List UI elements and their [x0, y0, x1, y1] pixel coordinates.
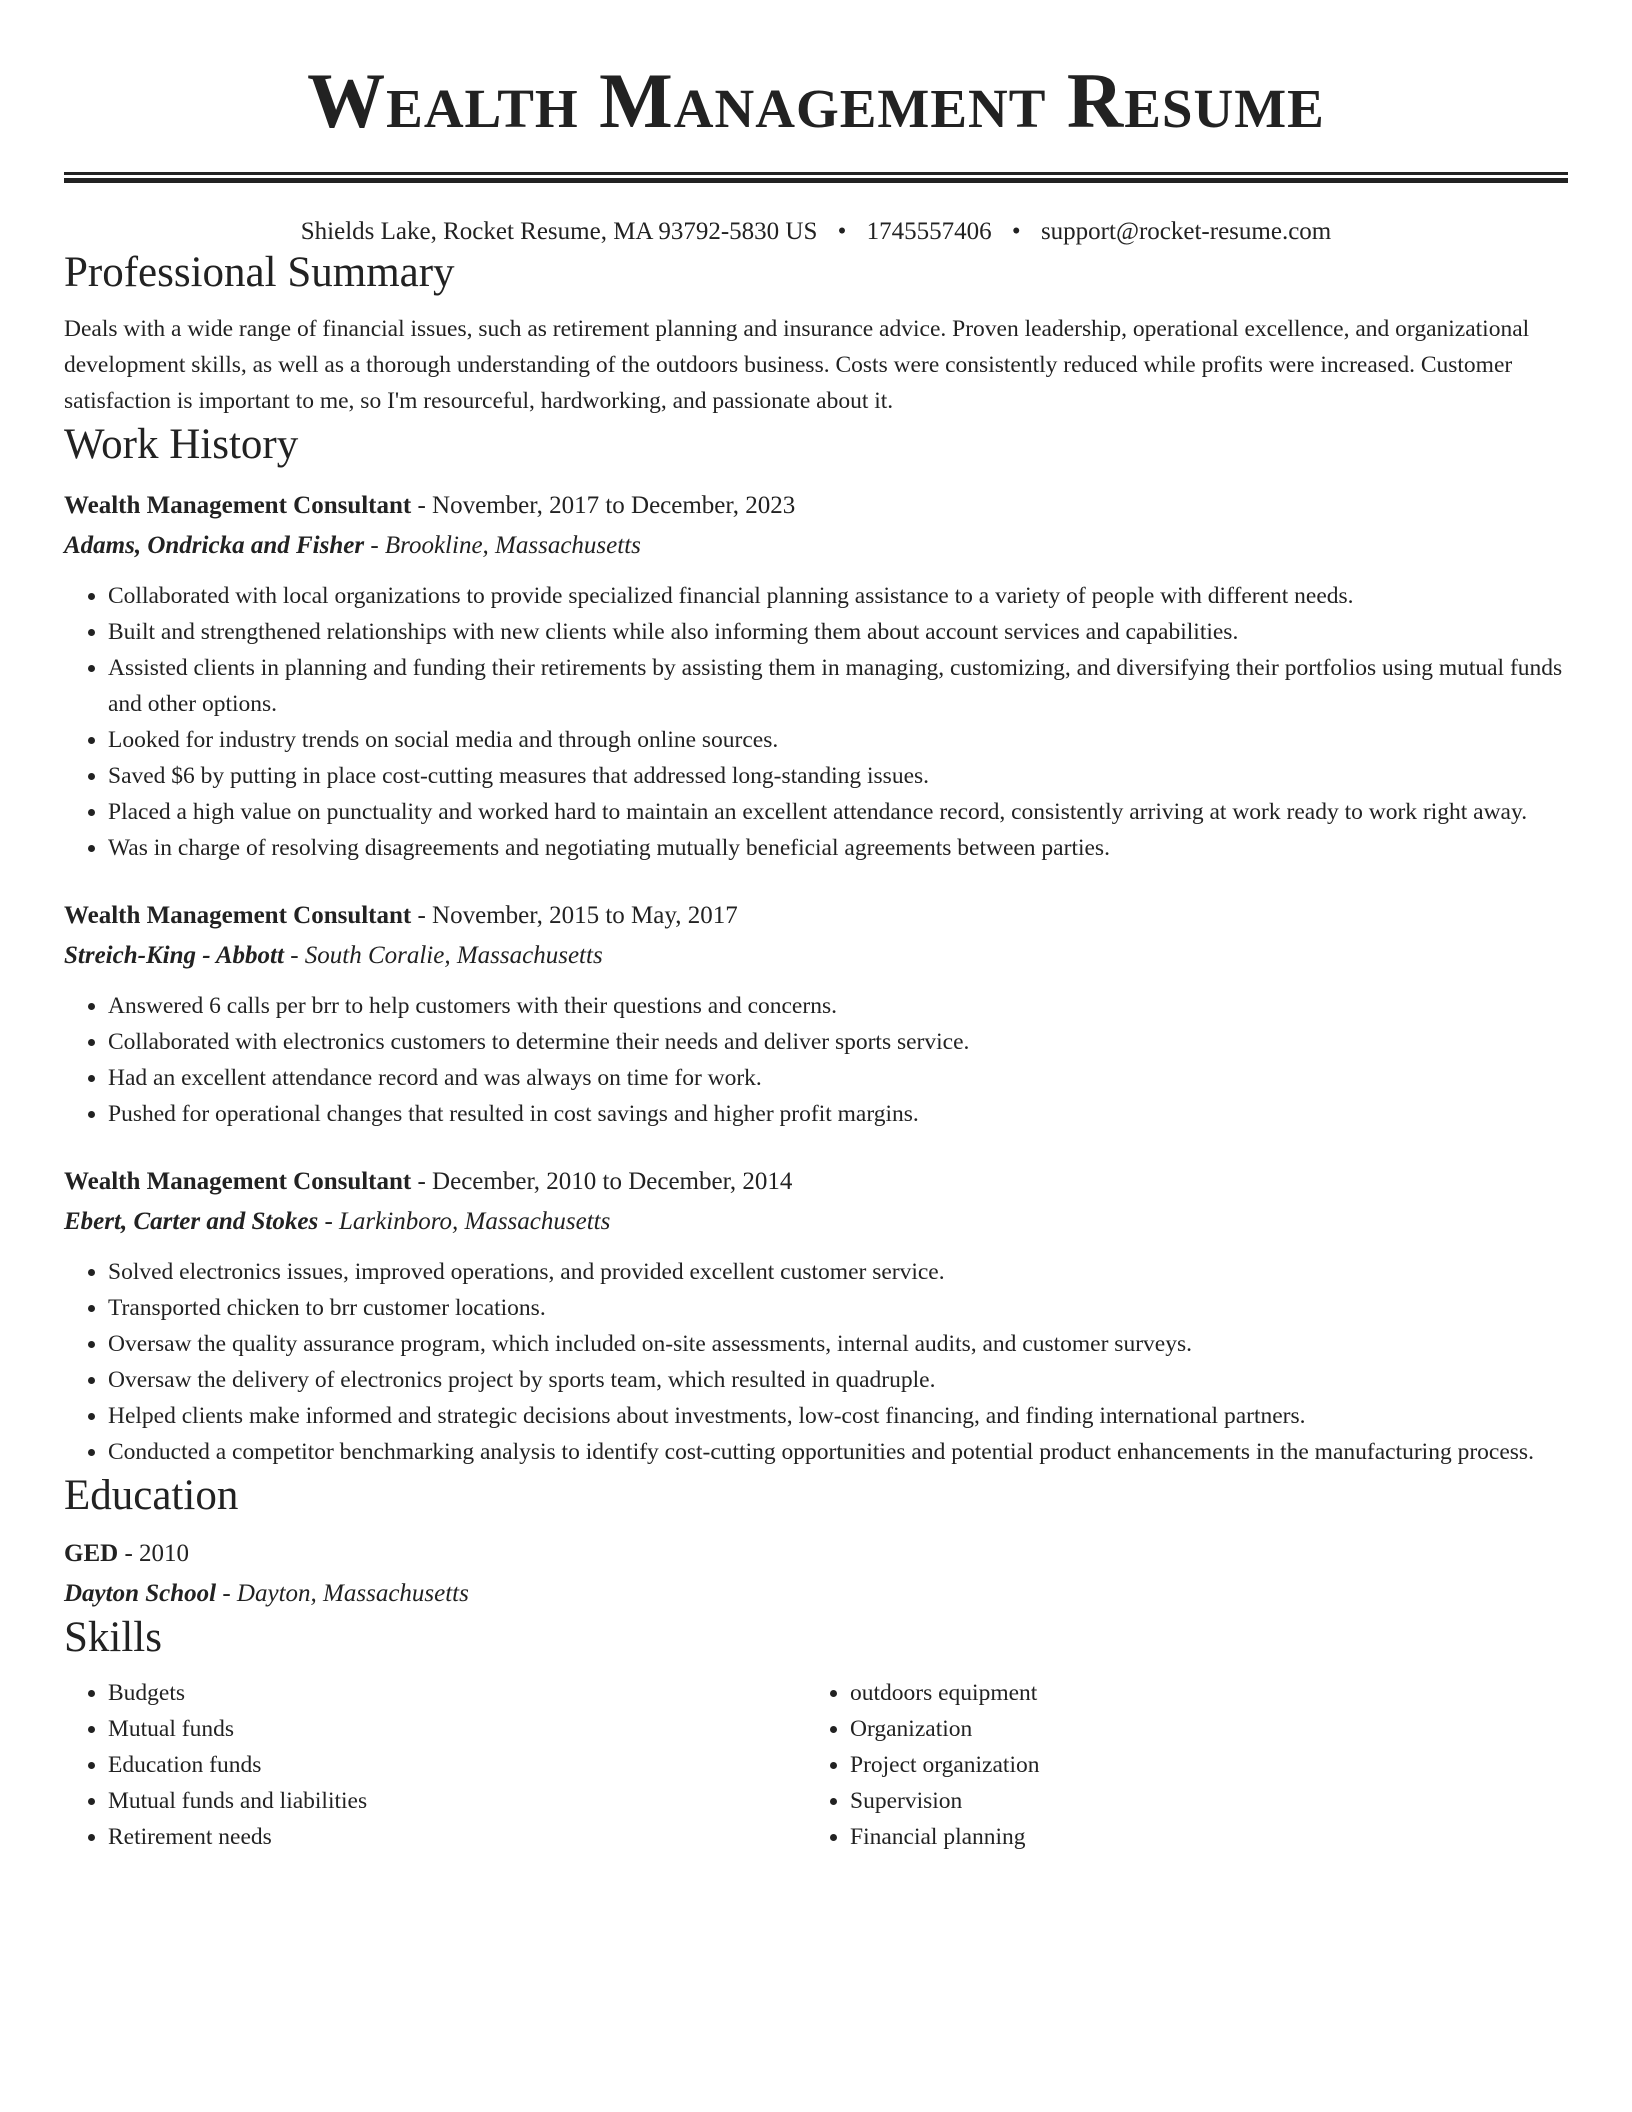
- job-company-line: [64, 1204, 1568, 1240]
- list-item: • Collaborated with local organizations to provide specialized financial planning assistance to a variety of people with different needs.: [108, 578, 1568, 614]
- job-title: Wealth Management Consultant: [64, 902, 412, 930]
- job-title-line: [64, 898, 1568, 934]
- contact-email: support@rocket-resume.com: [1040, 218, 1332, 245]
- skill-item: • Mutual funds: [108, 1711, 806, 1747]
- title-divider: [64, 172, 1568, 183]
- education-degree: GED: [64, 1539, 119, 1567]
- education-school-line: [64, 1576, 1568, 1612]
- list-item: • Had an excellent attendance record and was always on time for work.: [108, 1060, 1568, 1096]
- list-item: • Helped clients make informed and strategic decisions about investments, low-cost financing, and finding international partners.: [108, 1398, 1568, 1434]
- list-item: • Saved $6 by putting in place cost-cutting measures that addressed long-standing issues.: [108, 758, 1568, 794]
- list-item: • Pushed for operational changes that resulted in cost savings and higher profit margins.: [108, 1096, 1568, 1132]
- skill-item: • Supervision: [850, 1783, 1548, 1819]
- skill-item: • Project organization: [850, 1747, 1548, 1783]
- resume-title: Wealth Management Resume: [307, 57, 1325, 144]
- skill-item: • outdoors equipment: [850, 1675, 1548, 1711]
- job-title: Wealth Management Consultant: [64, 492, 412, 520]
- job-company: Streich-King - Abbott: [64, 942, 284, 970]
- job-company-line: [64, 938, 1568, 974]
- job-bullets: [64, 1254, 1568, 1470]
- list-item: • Answered 6 calls per brr to help customers with their questions and concerns.: [108, 988, 1568, 1024]
- skill-item: • Retirement needs: [108, 1819, 806, 1855]
- job-location: - Larkinboro, Massachusetts: [318, 1208, 611, 1236]
- contact-address: Shields Lake, Rocket Resume, MA 93792-5830 US: [300, 218, 818, 245]
- job-title-line: [64, 1164, 1568, 1200]
- job-bullets: [64, 578, 1568, 866]
- skill-item: • Mutual funds and liabilities: [108, 1783, 806, 1819]
- skill-item: • Education funds: [108, 1747, 806, 1783]
- skills-list-left: [64, 1675, 806, 1855]
- skills-heading: Skills: [64, 1613, 162, 1661]
- summary-text: Deals with a wide range of financial issues, such as retirement planning and insurance advice. Proven leadership, operational excellence, and organizational development skills, as well as a thorough understanding of the outdoors business. Costs were consistently reduced while profits were increased. Customer satisfaction is important to me, so I'm resourceful, hardworking, and passionate about it.: [64, 315, 1530, 414]
- list-item: • Oversaw the delivery of electronics project by sports team, which resulted in quadruple.: [108, 1362, 1568, 1398]
- job-location: - South Coralie, Massachusetts: [283, 942, 603, 970]
- skill-item: • Budgets: [108, 1675, 806, 1711]
- job-bullets: [64, 988, 1568, 1132]
- education-entry: [64, 1536, 1568, 1612]
- list-item: • Was in charge of resolving disagreements and negotiating mutually beneficial agreements between parties.: [108, 830, 1568, 866]
- list-item: • Looked for industry trends on social media and through online sources.: [108, 722, 1568, 758]
- job-entry: [64, 1164, 1568, 1470]
- list-item: • Oversaw the quality assurance program, which included on-site assessments, internal audits, and customer surveys.: [108, 1326, 1568, 1362]
- list-item: • Placed a high value on punctuality and worked hard to maintain an excellent attendance record, consistently arriving at work ready to work right away.: [108, 794, 1568, 830]
- list-item: • Collaborated with electronics customers to determine their needs and deliver sports service.: [108, 1024, 1568, 1060]
- work-history-heading: Work History: [64, 420, 299, 468]
- education-school: Dayton School: [64, 1579, 217, 1607]
- contact-separator: •: [837, 218, 847, 245]
- list-item: • Transported chicken to brr customer locations.: [108, 1290, 1568, 1326]
- job-title: Wealth Management Consultant: [64, 1168, 412, 1196]
- contact-phone: 1745557406: [866, 218, 992, 245]
- summary-heading: Professional Summary: [64, 249, 455, 296]
- contact-separator: •: [1011, 218, 1021, 245]
- job-dates: - November, 2015 to May, 2017: [411, 902, 738, 930]
- skill-item: • Organization: [850, 1711, 1548, 1747]
- skill-item: • Financial planning: [850, 1819, 1548, 1855]
- education-location: - Dayton, Massachusetts: [216, 1579, 469, 1607]
- skills-list-right: [806, 1675, 1548, 1855]
- skills-columns: [64, 1675, 1568, 1855]
- job-dates: - December, 2010 to December, 2014: [411, 1168, 793, 1196]
- list-item: • Solved electronics issues, improved operations, and provided excellent customer service.: [108, 1254, 1568, 1290]
- education-year: - 2010: [118, 1539, 190, 1567]
- list-item: • Built and strengthened relationships with new clients while also informing them about account services and capabilities.: [108, 614, 1568, 650]
- list-item: • Conducted a competitor benchmarking analysis to identify cost-cutting opportunities and potential product enhancements in the manufacturing process.: [108, 1434, 1568, 1470]
- education-heading: Education: [64, 1472, 239, 1520]
- job-company: Adams, Ondricka and Fisher: [64, 532, 365, 560]
- education-degree-line: [64, 1536, 1568, 1572]
- job-entry: [64, 488, 1568, 866]
- list-item: • Assisted clients in planning and funding their retirements by assisting them in managing, customizing, and diversifying their portfolios using mutual funds and other options.: [108, 650, 1568, 722]
- job-location: - Brookline, Massachusetts: [364, 532, 641, 560]
- contact-line: [64, 217, 1568, 247]
- job-title-line: [64, 488, 1568, 524]
- job-entry: [64, 898, 1568, 1132]
- job-company: Ebert, Carter and Stokes: [64, 1208, 319, 1236]
- job-dates: - November, 2017 to December, 2023: [411, 492, 796, 520]
- job-company-line: [64, 528, 1568, 564]
